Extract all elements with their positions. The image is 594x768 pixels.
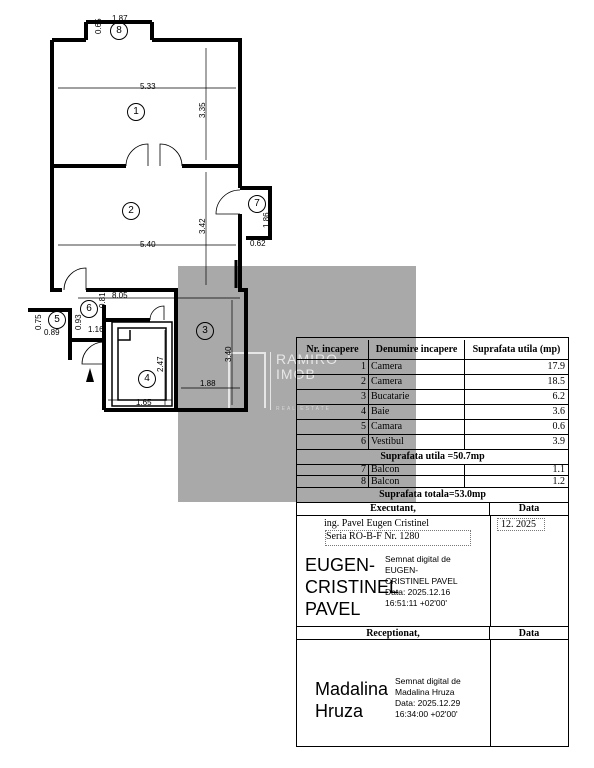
table-row xyxy=(297,476,568,488)
table-row xyxy=(297,435,568,450)
dim-label: 0.65 xyxy=(94,18,103,34)
table-header-row xyxy=(297,340,568,360)
dim-label: 0.62 xyxy=(250,239,266,248)
table-cell-nr: 7 xyxy=(297,464,369,475)
table-cell-name: Camera xyxy=(369,360,465,374)
executant-name: ing. Pavel Eugen Cristinel xyxy=(324,518,429,529)
signature1-detail: 16:51:11 +02'00' xyxy=(385,598,447,608)
dim-label: 0.89 xyxy=(44,328,60,337)
signature2-name xyxy=(315,678,388,722)
room-number: 5 xyxy=(48,311,66,329)
dim-label: 1.65 xyxy=(136,398,152,407)
entrance-arrow xyxy=(86,368,94,382)
table-cell-area: 3.9 xyxy=(552,436,565,447)
dim-label: 0.81 xyxy=(98,292,107,308)
table-row xyxy=(297,390,568,405)
plan-walls xyxy=(28,22,270,410)
table-cell-area: 17.9 xyxy=(547,361,565,372)
table-cell-nr: 3 xyxy=(297,390,369,404)
table-cell-name: Vestibul xyxy=(369,435,465,449)
signature1-details xyxy=(385,554,458,609)
signature1-detail: EUGEN- xyxy=(385,565,419,575)
table-cell-area: 1.2 xyxy=(552,476,565,487)
table-cell-name: Balcon xyxy=(369,476,465,487)
signature1-line: EUGEN- xyxy=(305,555,376,575)
signature2-details xyxy=(395,676,461,720)
watermark-tagline: REAL ESTATE xyxy=(276,406,331,412)
dim-label: 1.87 xyxy=(112,14,128,23)
table-cell-area: 1.1 xyxy=(552,464,565,475)
subtotal-row: Suprafata utila =50.7mp xyxy=(297,450,568,465)
data-label-2: Data xyxy=(518,628,540,639)
dim-label: 1.88 xyxy=(200,379,216,388)
signature1-detail: Semnat digital de xyxy=(385,554,451,564)
executant-divider xyxy=(490,516,491,626)
table-row xyxy=(297,420,568,435)
signature1-detail: CRISTINEL PAVEL xyxy=(385,576,458,586)
plan-dimension-lines xyxy=(58,48,240,405)
signature2-detail: Semnat digital de xyxy=(395,676,461,686)
table-cell-nr: 1 xyxy=(297,360,369,374)
watermark-line1: RAMIRO xyxy=(276,351,338,367)
header-nr: Nr. incapere xyxy=(297,340,369,359)
dim-label: 1.16 xyxy=(88,325,104,334)
table-row xyxy=(297,375,568,390)
table-cell-name: Balcon xyxy=(369,464,465,475)
dim-label: 3.35 xyxy=(198,102,207,118)
surface-table xyxy=(296,337,569,747)
executant-series: Seria RO-B-F Nr. 1280 xyxy=(326,531,420,542)
table-cell-nr: 4 xyxy=(297,405,369,419)
signature2-line: Madalina xyxy=(315,679,389,699)
room-number: 3 xyxy=(196,322,214,340)
dim-label: 1.86 xyxy=(262,212,271,228)
dim-label: 5.33 xyxy=(140,82,156,91)
signature2-detail: Data: 2025.12.29 xyxy=(395,698,461,708)
executant-date: 12. 2025 xyxy=(497,518,545,531)
table-cell-area: 0.6 xyxy=(552,421,565,432)
dim-label: 3.40 xyxy=(224,346,233,362)
room-number: 6 xyxy=(80,300,98,318)
room-number: 4 xyxy=(138,370,156,388)
table-cell-name: Camara xyxy=(369,420,465,434)
signature2-line: Hruza xyxy=(315,701,364,721)
total-row: Suprafata totala=53.0mp xyxy=(297,488,568,503)
signature1-line: PAVEL xyxy=(305,599,361,619)
room-number: 1 xyxy=(127,103,145,121)
room-number: 2 xyxy=(122,202,140,220)
signature2-detail: Madalina Hruza xyxy=(395,687,455,697)
dim-label: 0.93 xyxy=(74,314,83,330)
watermark-line2: IMOB xyxy=(276,366,316,382)
table-cell-area: 6.2 xyxy=(552,391,565,402)
dim-label: 8.05 xyxy=(112,291,128,300)
signature1-line: CRISTINEL xyxy=(305,577,400,597)
signature1-detail: Data: 2025.12.16 xyxy=(385,587,451,597)
table-cell-nr: 2 xyxy=(297,375,369,389)
table-cell-nr: 5 xyxy=(297,420,369,434)
signature2-detail: 16:34:00 +02'00' xyxy=(395,709,458,719)
executant-label: Executant, xyxy=(297,502,490,515)
room-number: 8 xyxy=(110,22,128,40)
executant-header xyxy=(297,502,568,516)
table-row xyxy=(297,464,568,476)
executant-series-box xyxy=(325,530,471,546)
table-cell-area: 3.6 xyxy=(552,406,565,417)
table-cell-nr: 8 xyxy=(297,476,369,487)
dim-label: 0.75 xyxy=(34,314,43,330)
dim-label: 2.47 xyxy=(156,356,165,372)
receptionat-divider xyxy=(490,640,491,746)
dim-label: 5.40 xyxy=(140,240,156,249)
receptionat-label: Receptionat, xyxy=(297,627,490,639)
table-cell-nr: 6 xyxy=(297,435,369,449)
dim-label: 3.42 xyxy=(198,218,207,234)
table-cell-name: Camera xyxy=(369,375,465,389)
header-name: Denumire incapere xyxy=(369,340,465,359)
table-cell-name: Bucatarie xyxy=(369,390,465,404)
room-number: 7 xyxy=(248,195,266,213)
table-cell-area: 18.5 xyxy=(547,376,565,387)
table-row xyxy=(297,360,568,375)
header-area: Suprafata utila (mp) xyxy=(472,344,561,355)
receptionat-header xyxy=(297,626,568,640)
table-cell-name: Baie xyxy=(369,405,465,419)
table-row xyxy=(297,405,568,420)
data-label: Data xyxy=(518,503,540,514)
